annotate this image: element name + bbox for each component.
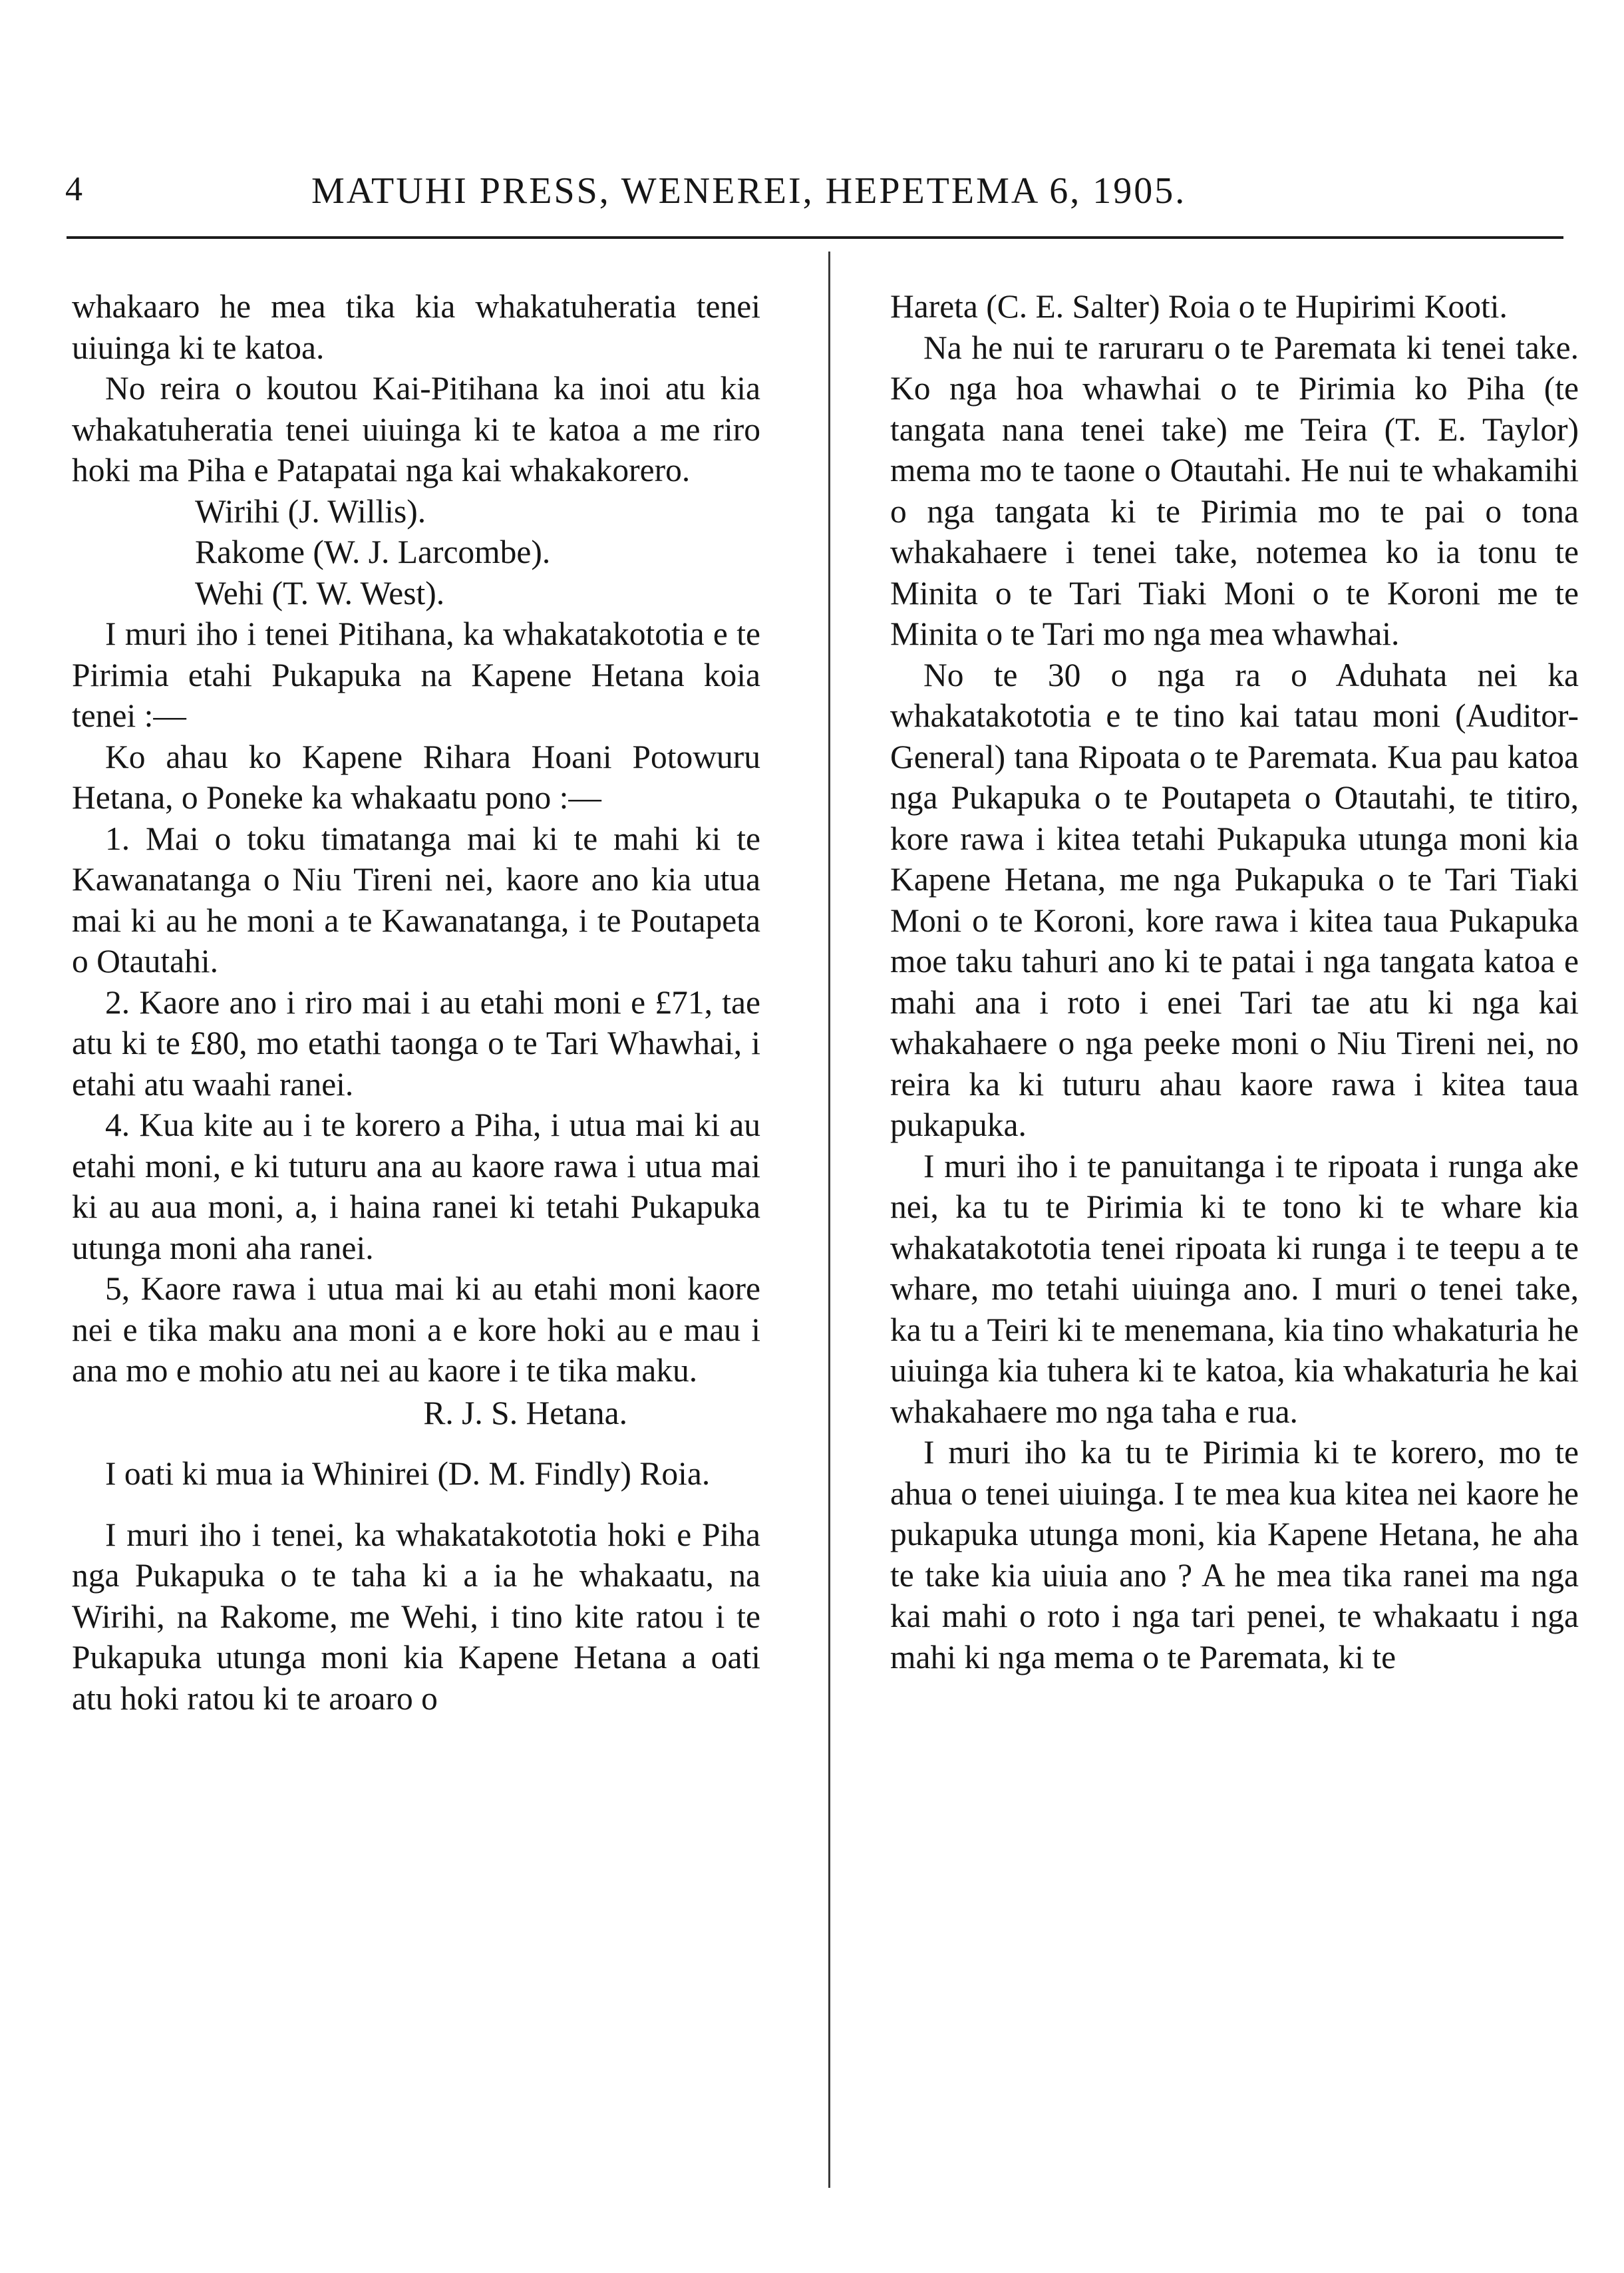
paragraph: I muri iho i tenei Pitihana, ka whakatakototia e te Pirimia etahi Pukapuka na Kapene Hetana koia tenei :— — [72, 615, 760, 734]
paragraph: I muri iho ka tu te Pirimia ki te korero, mo te ahua o tenei uiuinga. I te mea kua kitea nei kaore he pukapuka utunga moni, kia Kapene Hetana, he aha te take kia uiuia ano ? A he mea tika ranei ma nga kai mahi o roto i nga tari penei, te whakaatu i nga mahi ki nga mema o te Paremata, ki te — [890, 1434, 1579, 1675]
numbered-item: 2. Kaore ano i riro mai i au etahi moni e £71, tae atu ki te £80, mo etathi taonga o te Tari Whawhai, i etahi atu waahi ranei. — [72, 983, 760, 1103]
paragraph: I oati ki mua ia Whinirei (D. M. Findly) Roia. — [105, 1455, 711, 1492]
paragraph: Na he nui te raruraru o te Paremata ki tenei take. Ko nga hoa whawhai o te Pirimia ko Piha (te tangata nana tenei take) me Teira (T. E. Taylor) mema mo te taone o Otautahi. He nui te whakamihi o nga tangata ki te Pirimia mo te pai o tona whakahaere i tenei take, notemea ko ia tonu te Minita o te Tari Tiaki Moni o te Koroni me te Minita o te Tari mo nga mea whawhai. — [890, 329, 1579, 652]
signature-line: R. J. S. Hetana. — [423, 1394, 627, 1431]
paragraph: No reira o koutou Kai-Pitihana ka inoi atu kia whakatuheratia tenei uiuinga ki te katoa a me riro hoki ma Piha e Patapatai nga kai whakakorero. — [72, 370, 760, 488]
masthead: MATUHI PRESS, WENEREI, HEPETEMA 6, 1905. — [311, 170, 1187, 212]
column-divider — [828, 252, 830, 2188]
signatory: Wirihi (J. Willis). — [195, 492, 426, 530]
left-column — [72, 286, 760, 1719]
numbered-item: 1. Mai o toku timatanga mai ki te mahi ki te Kawanatanga o Niu Tireni nei, kaore ano kia utua mai ki au he moni a te Kawanatanga, i te Poutapeta o Otautahi. — [72, 820, 760, 979]
numbered-item: 5, Kaore rawa i utua mai ki au etahi moni kaore nei e tika maku ana moni a e kore hoki au e mau i ana mo e mohio atu nei au kaore i te tika maku. — [72, 1270, 760, 1389]
paragraph: I muri iho i tenei, ka whakatakototia hoki e Piha nga Pukapuka o te taha ki a ia he whakaatu, na Wirihi, na Rakome, me Wehi, i tino kite ratou i te Pukapuka utunga moni kia Kapene Hetana a oati atu hoki ratou ki te aroaro o — [72, 1516, 760, 1717]
header-rule — [67, 236, 1563, 239]
signatory: Rakome (W. J. Larcombe). — [195, 534, 551, 570]
paragraph: whakaaro he mea tika kia whakatuheratia tenei uiuinga ki te katoa. — [72, 288, 760, 366]
paragraph: No te 30 o nga ra o Aduhata nei ka whakatakototia e te tino kai tatau moni (Auditor-General) tana Ripoata o te Paremata. Kua pau katoa nga Pukapuka o te Poutapeta o Otautahi, te titiro, kore rawa i kitea tetahi Pukapuka utunga moni kia Kapene Hetana, me nga Pukapuka o te Tari Tiaki Moni o te Koroni, kore rawa i kitea taua Pukapuka moe taku tahuri ano ki te patai i nga tangata katoa e mahi ana i roto i enei Tari tae atu ki nga kai whakahaere o nga peeke moni o Niu Tireni nei, no reira ka ki tuturu ahau kaore rawa i kitea taua pukapuka. — [890, 656, 1579, 1143]
page-header — [59, 170, 1562, 223]
paragraph: Hareta (C. E. Salter) Roia o te Hupirimi Kooti. — [890, 288, 1508, 325]
page-number: 4 — [65, 170, 82, 208]
signatory: Wehi (T. W. West). — [195, 574, 445, 612]
right-column — [890, 286, 1579, 1677]
paragraph: Ko ahau ko Kapene Rihara Hoani Potowuru Hetana, o Poneke ka whakaatu pono :— — [72, 738, 760, 816]
numbered-item: 4. Kua kite au i te korero a Piha, i utua mai ki au etahi moni, e ki tuturu ana au kaore rawa i utua mai ki au aua moni, a, i haina ranei ki tetahi Pukapuka utunga moni aha ranei. — [72, 1107, 760, 1266]
paragraph: I muri iho i te panuitanga i te ripoata i runga ake nei, ka tu te Pirimia ki te tono ki te whare kia whakatakototia tenei ripoata ki runga i te teepu a te whare, mo tetahi uiuinga ano. I muri o tenei take, ka tu a Teiri ki te menemana, kia tino whakaturia he uiuinga kia tuhera ki te katoa, kia whakaturia he kai whakahaere mo nga taha e rua. — [890, 1147, 1579, 1430]
